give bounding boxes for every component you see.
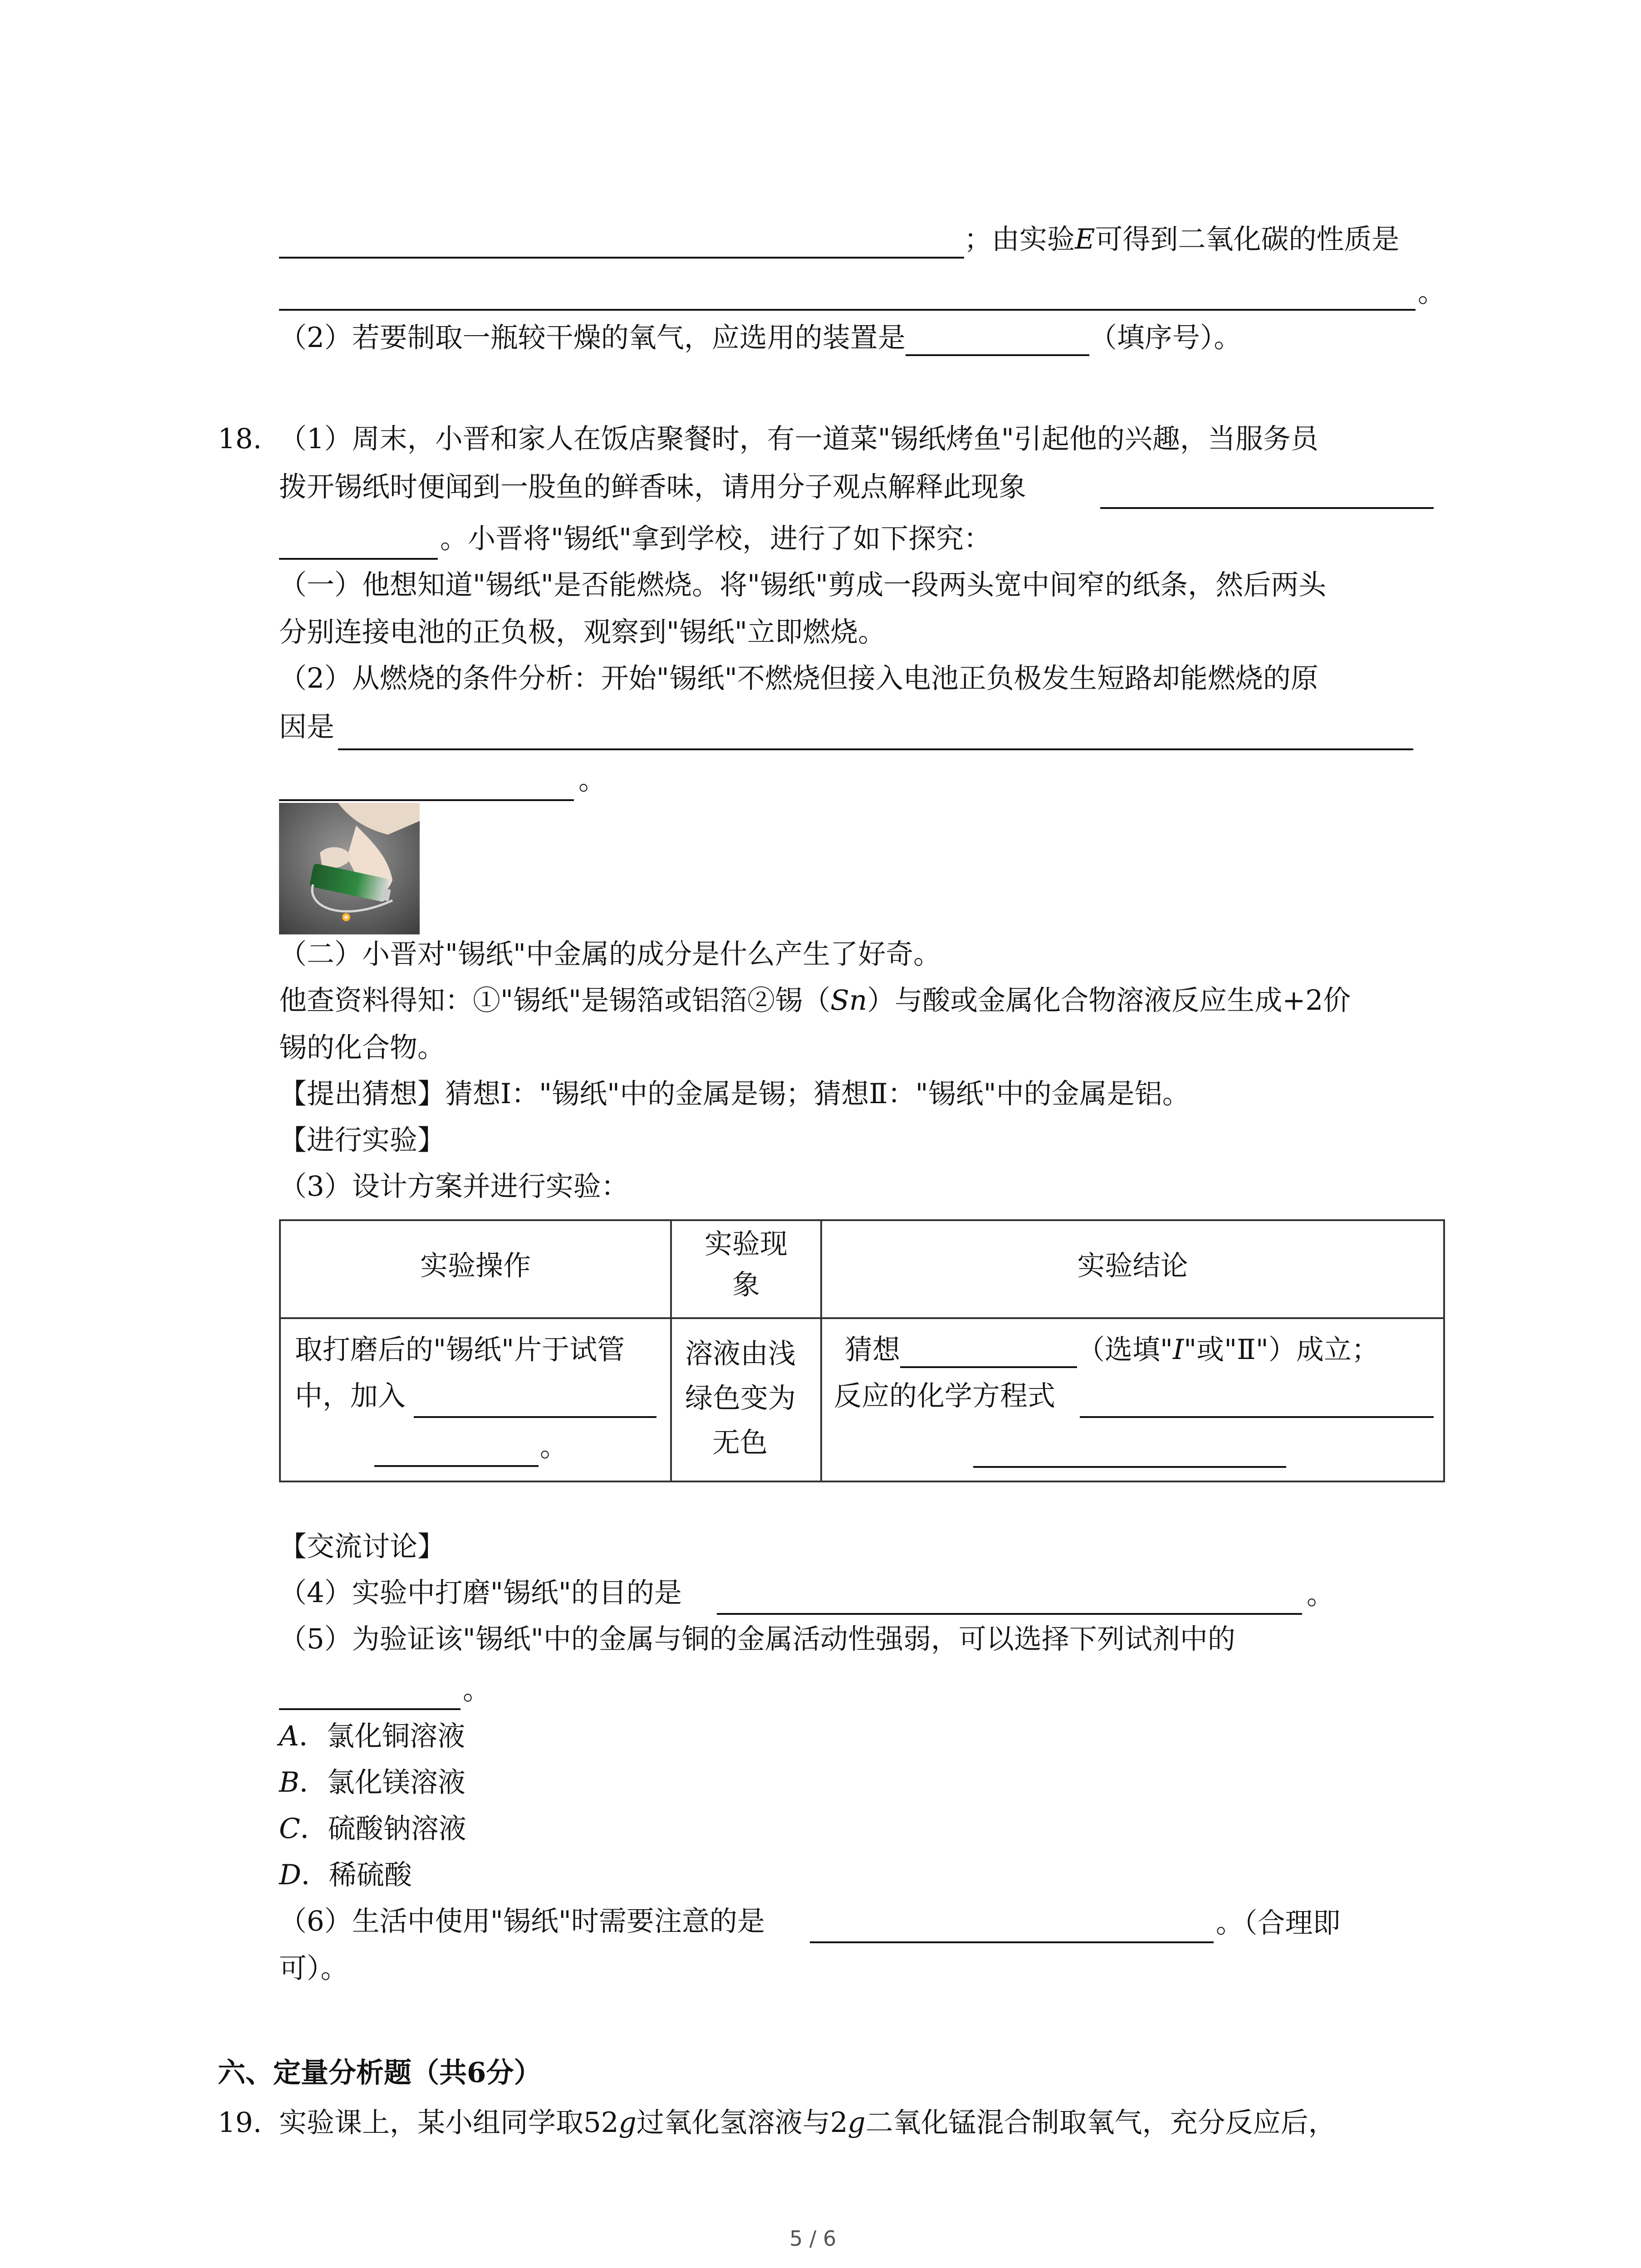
answer-blank[interactable] <box>1100 507 1434 509</box>
q19-text <box>279 2105 1336 2141</box>
table-con-post-a: （选填" <box>1077 1334 1173 1366</box>
q18-p1-line1: （1）周末，小晋和家人在饭店聚餐时，有一道菜"锡纸烤鱼"引起他的兴趣，当服务员 <box>279 423 1318 455</box>
q17-line1 <box>964 221 1400 258</box>
answer-blank[interactable] <box>973 1466 1286 1468</box>
q17-sub2-post: （填序号）。 <box>1089 322 1242 354</box>
q18-sub4-end: 。 <box>1307 1579 1335 1611</box>
q18-sub4: （4）实验中打磨"锡纸"的目的是 <box>279 1577 682 1609</box>
option-c[interactable] <box>279 1811 466 1847</box>
q17-sub2-pre: （2）若要制取一瓶较干燥的氧气，应选用的装置是 <box>279 322 906 354</box>
answer-blank[interactable] <box>906 327 1089 356</box>
table-header-phenomenon-line2: 象 <box>732 1269 760 1301</box>
q18-sub5-end: 。 <box>463 1674 491 1706</box>
table-header-conclusion: 实验结论 <box>1077 1250 1188 1282</box>
q18-sub3: （3）设计方案并进行实验： <box>279 1170 629 1202</box>
section-6-title: 六、定量分析题（共6分） <box>218 2057 542 2089</box>
unit-g: g <box>618 2107 637 2139</box>
option-d[interactable] <box>279 1857 412 1893</box>
q18-sub2-end: 。 <box>578 764 607 796</box>
q18-sub6-line2: 可）。 <box>279 1952 348 1984</box>
unit-g: g <box>847 2107 866 2139</box>
q17-line2-end: 。 <box>1418 276 1446 308</box>
answer-blank[interactable] <box>279 799 574 801</box>
table-con-line2: 反应的化学方程式 <box>834 1380 1056 1412</box>
q19-text-c: 二氧化锰混合制取氧气，充分反应后， <box>865 2107 1336 2139</box>
table-con-post-b: "或"Ⅱ"）成立； <box>1184 1334 1379 1366</box>
table-ph-line2: 绿色变为 <box>685 1382 796 1414</box>
table-ph-line1: 溶液由浅 <box>685 1338 796 1370</box>
table-con-i: I <box>1173 1334 1184 1366</box>
q18-part1-line1: （一）他想知道"锡纸"是否能燃烧。将"锡纸"剪成一段两头宽中间窄的纸条，然后两头 <box>279 569 1327 601</box>
q17-line1-suffix: ；由实验 <box>964 223 1075 255</box>
option-b-letter: B <box>279 1766 299 1799</box>
table-ph-line3: 无色 <box>712 1427 768 1459</box>
q18-p1-line3: 。小晋将"锡纸"拿到学校，进行了如下探究： <box>440 523 992 555</box>
q18-sub2-line2: 因是 <box>279 711 335 743</box>
q18-info-line2: 锡的化合物。 <box>279 1031 446 1064</box>
table-header-phenomenon <box>672 1224 820 1305</box>
answer-blank[interactable] <box>1080 1416 1434 1418</box>
answer-blank[interactable] <box>279 558 438 560</box>
q18-sub2-line1: （2）从燃烧的条件分析：开始"锡纸"不燃烧但接入电池正负极发生短路却能燃烧的原 <box>279 662 1318 694</box>
table-divider <box>279 1317 1445 1319</box>
option-c-text: ．硫酸钠溶液 <box>300 1813 466 1845</box>
option-a-text: ．氯化铜溶液 <box>299 1720 465 1752</box>
table-con-line1 <box>845 1332 1379 1368</box>
q18-part2: （二）小晋对"锡纸"中金属的成分是什么产生了好奇。 <box>279 938 941 970</box>
q18-p1-line2: 拨开锡纸时便闻到一股鱼的鲜香味，请用分子观点解释此现象 <box>279 471 1027 503</box>
hand-battery-icon <box>279 803 420 934</box>
answer-blank[interactable] <box>810 1941 1214 1943</box>
table-header-phenomenon-line1: 实验现 <box>704 1228 788 1260</box>
answer-blank[interactable] <box>338 748 1413 750</box>
q18-experiment-heading: 【进行实验】 <box>279 1124 446 1156</box>
q18-info-pre: 他查资料得知：①"锡纸"是锡箔或铝箔②锡（ <box>279 984 831 1017</box>
table-op-end: 。 <box>540 1431 568 1463</box>
option-d-letter: D <box>279 1859 301 1891</box>
table-header-operation: 实验操作 <box>420 1250 531 1282</box>
q17-line1-rest: 可得到二氧化碳的性质是 <box>1095 223 1400 255</box>
answer-blank[interactable] <box>900 1339 1077 1368</box>
q19-text-b: 过氧化氢溶液与2 <box>636 2107 848 2139</box>
q18-sub6: （6）生活中使用"锡纸"时需要注意的是 <box>279 1905 765 1937</box>
q18-discussion-heading: 【交流讨论】 <box>279 1530 446 1563</box>
var-e: E <box>1075 223 1095 255</box>
option-b-text: ．氯化镁溶液 <box>299 1766 465 1799</box>
answer-blank[interactable] <box>279 1708 460 1710</box>
table-op-line1: 取打磨后的"锡纸"片于试管 <box>295 1334 625 1366</box>
answer-blank[interactable] <box>717 1613 1302 1615</box>
table-con-pre: 猜想 <box>845 1334 901 1366</box>
option-b[interactable] <box>279 1765 465 1801</box>
q18-hypothesis: 【提出猜想】猜想Ⅰ："锡纸"中的金属是锡；猜想Ⅱ："锡纸"中的金属是铝。 <box>279 1078 1190 1110</box>
table-op-line2: 中，加入 <box>295 1380 406 1412</box>
option-d-text: ．稀硫酸 <box>301 1859 412 1891</box>
q19-text-a: 实验课上，某小组同学取52 <box>279 2107 619 2139</box>
option-a-letter: A <box>279 1720 299 1752</box>
q18-info-line1 <box>279 982 1351 1019</box>
option-a[interactable] <box>279 1718 465 1755</box>
q18-part1-line2: 分别连接电池的正负极，观察到"锡纸"立即燃烧。 <box>279 616 886 648</box>
answer-blank[interactable] <box>279 257 964 259</box>
answer-blank[interactable] <box>374 1465 539 1467</box>
page-number: 5 / 6 <box>789 2226 837 2251</box>
q18-number: 18. <box>218 423 262 455</box>
q18-sub5: （5）为验证该"锡纸"中的金属与铜的金属活动性强弱，可以选择下列试剂中的 <box>279 1623 1235 1655</box>
q18-sub6-post: 。（合理即 <box>1216 1907 1341 1939</box>
q18-info-post: ）与酸或金属化合物溶液反应生成+2价 <box>867 984 1351 1017</box>
answer-blank[interactable] <box>414 1416 656 1418</box>
q19-number: 19. <box>218 2107 262 2139</box>
var-sn: Sn <box>830 984 867 1017</box>
battery-foil-photo <box>279 803 420 934</box>
q17-sub2 <box>279 320 1241 356</box>
option-c-letter: C <box>279 1813 300 1845</box>
answer-blank[interactable] <box>279 309 1416 311</box>
